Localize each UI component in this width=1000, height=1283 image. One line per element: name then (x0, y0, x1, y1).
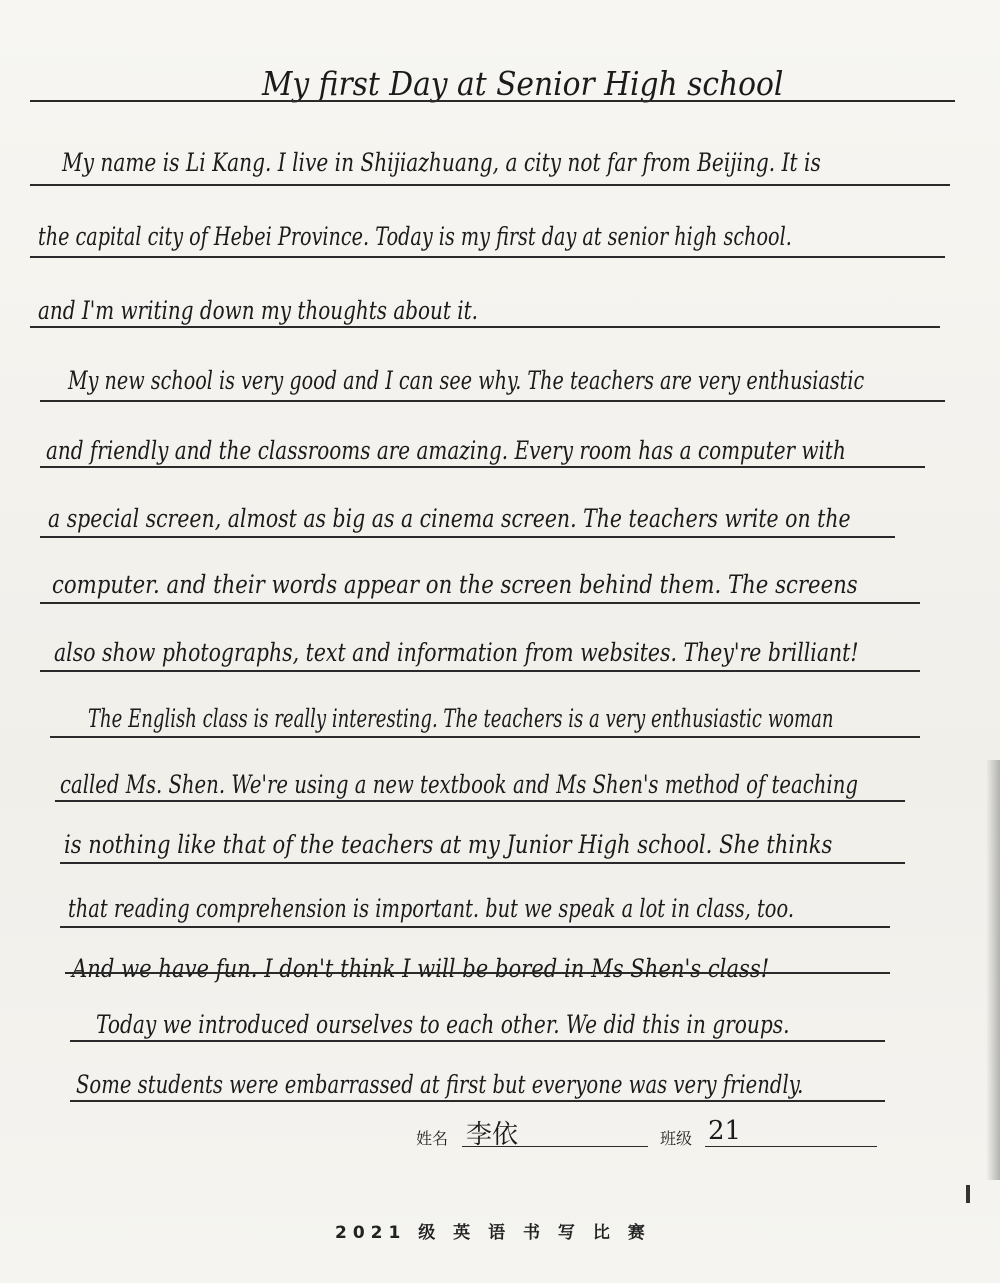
line-rule-8 (40, 670, 920, 672)
competition-footer: 2021 级 英 语 书 写 比 赛 (335, 1223, 651, 1243)
line-rule-13 (65, 972, 890, 974)
essay-title: My first Day at Senior High school (262, 64, 784, 103)
essay-line-11: is nothing like that of the teachers at my Junior High school. She thinks (64, 830, 833, 859)
essay-line-9: The English class is really interesting. The teachers is a very enthusiastic woman (88, 704, 834, 733)
name-signature: 李依 (466, 1120, 519, 1150)
line-rule-7 (40, 602, 920, 604)
essay-line-15: Some students were embarrassed at first but everyone was very friendly. (76, 1070, 804, 1099)
class-value: 21 (708, 1116, 742, 1146)
name-label: 姓名 (416, 1129, 449, 1148)
line-rule-6 (40, 536, 895, 538)
essay-line-13: And we have fun. I don't think I will be bored in Ms Shen's class! (72, 954, 770, 983)
essay-line-6: a special screen, almost as big as a cinema screen. The teachers write on the (48, 504, 851, 533)
page-edge-shadow (986, 760, 1000, 1180)
essay-line-2: the capital city of Hebei Province. Today is my first day at senior high school. (38, 222, 792, 251)
class-label: 班级 (660, 1129, 693, 1148)
essay-line-5: and friendly and the classrooms are amazing. Every room has a computer with (46, 436, 846, 465)
line-rule-9 (50, 736, 920, 738)
essay-line-7: computer. and their words appear on the screen behind them. The screens (52, 570, 858, 599)
essay-line-10: called Ms. Shen. We're using a new textbook and Ms Shen's method of teaching (60, 770, 858, 799)
line-rule-15 (70, 1100, 885, 1102)
line-rule-10 (55, 800, 905, 802)
line-rule-4 (40, 400, 945, 402)
line-rule-2 (30, 256, 945, 258)
essay-line-4: My new school is very good and I can see why. The teachers are very enthusiastic (68, 366, 865, 395)
essay-line-12: that reading comprehension is important. but we speak a lot in class, too. (68, 894, 794, 923)
essay-line-14: Today we introduced ourselves to each other. We did this in groups. (96, 1010, 790, 1039)
essay-line-3: and I'm writing down my thoughts about it. (38, 296, 478, 325)
line-rule-12 (60, 926, 890, 928)
line-rule-1 (30, 184, 950, 186)
essay-line-1: My name is Li Kang. I live in Shijiazhuang, a city not far from Beijing. It is (62, 148, 821, 177)
class-underline (705, 1146, 877, 1147)
essay-line-8: also show photographs, text and information from websites. They're brilliant! (54, 638, 859, 667)
line-rule-14 (70, 1040, 885, 1042)
line-rule-3 (30, 326, 940, 328)
name-underline (462, 1146, 648, 1147)
line-rule-11 (60, 862, 905, 864)
edge-mark (966, 1185, 970, 1203)
line-rule-5 (40, 466, 925, 468)
title-rule (30, 100, 955, 102)
